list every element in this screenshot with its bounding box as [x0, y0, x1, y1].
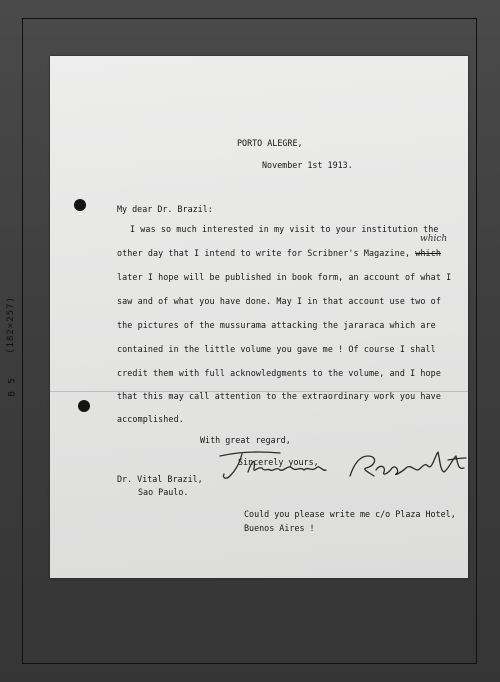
body-line-9: accomplished.: [117, 414, 184, 424]
body-line-2-text: other day that I intend to write for Scribner's Magazine,: [117, 248, 411, 258]
closing-regard: With great regard,: [200, 435, 291, 445]
postscript-line-2: Buenos Aires !: [244, 523, 315, 533]
body-line-7: credit them with full acknowledgments to the volume, and I hope: [117, 368, 441, 378]
body-line-6: contained in the little volume you gave me ! Of course I shall: [117, 344, 436, 354]
letter-date: November 1st 1913.: [262, 160, 353, 170]
closing-sincerely: Sincerely yours,: [238, 457, 319, 467]
body-line-3: later I hope will be published in book form, an account of what I: [117, 272, 452, 282]
margin-label: [4, 280, 18, 400]
body-line-2: [117, 248, 441, 258]
handwritten-signature: [218, 446, 468, 486]
body-line-4: saw and of what you have done. May I in that account use two of: [117, 296, 441, 306]
recipient-city: Sao Paulo.: [138, 487, 189, 497]
letter-page: [50, 56, 468, 578]
letter-place: PORTO ALEGRE,: [237, 138, 303, 148]
series-label: B 5: [7, 377, 18, 397]
handwritten-insert: which: [420, 234, 448, 244]
postscript-line-1: Could you please write me c/o Plaza Hotel,: [244, 509, 456, 519]
struck-word: which: [415, 248, 441, 258]
size-label: (182×257): [5, 296, 16, 354]
punch-hole-bottom: [78, 400, 90, 412]
body-line-1: I was so much interested in my visit to your institution the: [130, 224, 439, 234]
body-line-8: that this may call attention to the extraordinary work you have: [117, 391, 441, 401]
body-line-5: the pictures of the mussurama attacking the jararaca which are: [117, 320, 436, 330]
recipient-name: Dr. Vital Brazil,: [117, 474, 203, 484]
salutation: My dear Dr. Brazil:: [117, 204, 213, 214]
punch-hole-top: [74, 199, 86, 211]
